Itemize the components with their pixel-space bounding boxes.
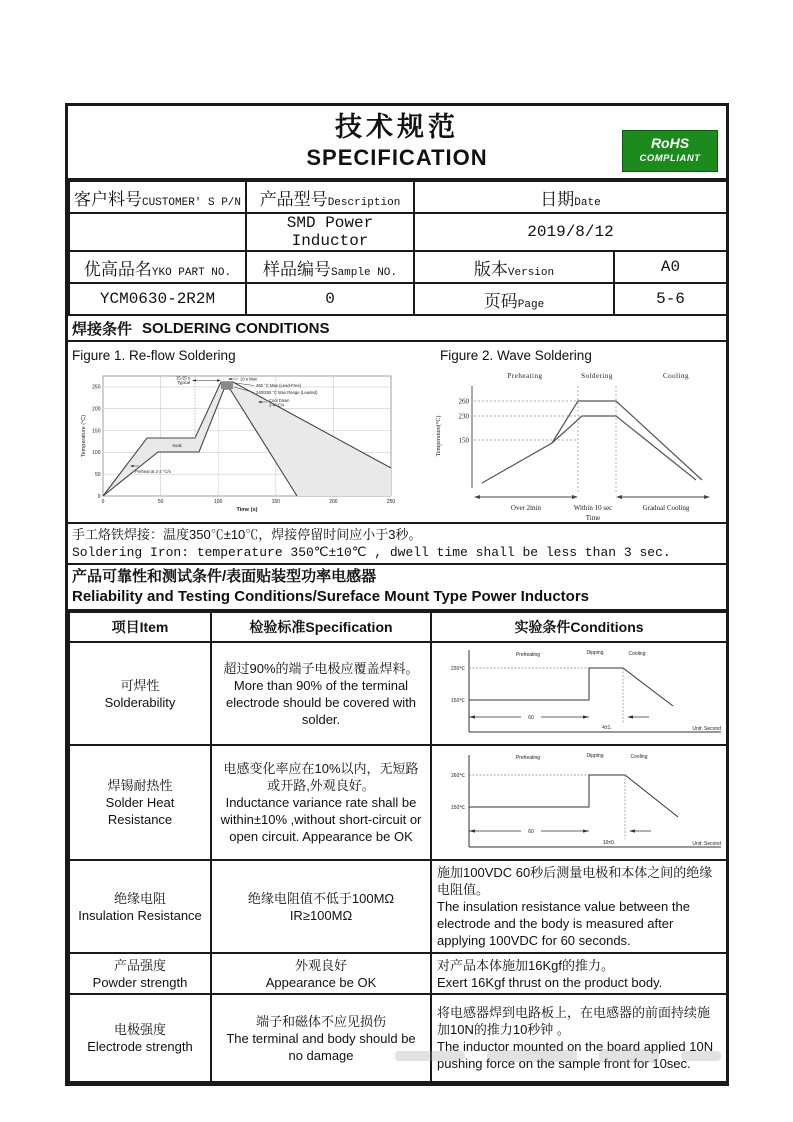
reliability-table (68, 611, 728, 1083)
cond2-dip-time: 10±0. (602, 840, 616, 846)
table-row-powder-strength (69, 953, 727, 994)
cond1-preheat-time: 60 (528, 715, 534, 721)
soldering-heading-en: SOLDERING CONDITIONS (142, 319, 330, 337)
table-row (69, 283, 727, 315)
cond2-temp-low: 150℃ (451, 805, 465, 811)
spec-cell: 端子和磁体不应见损伤 The terminal and body should be no damage (211, 994, 431, 1082)
date-label: 日期Date (414, 181, 727, 213)
spec-cell: 外观良好 Appearance be OK (211, 953, 431, 994)
sample-no-value: 0 (246, 283, 414, 315)
title-row (68, 106, 726, 180)
spec-sheet (65, 103, 729, 1086)
cond2-temp-high: 260℃ (451, 773, 465, 779)
fig2-ytick-150: 150 (458, 436, 469, 445)
reliability-heading (68, 565, 726, 611)
customer-pn-value (69, 213, 246, 251)
version-label: 版本Version (414, 251, 614, 283)
soldering-iron-note-en: Soldering Iron: temperature 350℃±10℃ , dwell time shall be less than 3 sec. (68, 544, 726, 565)
fig1-xtick: 200 (329, 499, 338, 505)
soldering-figures (68, 342, 726, 524)
fig1-ann-10s-max: 10 s Max (240, 376, 257, 382)
cond2-phase-cooling: Cooling (630, 754, 648, 760)
fig1-ytick: 50 (94, 472, 101, 478)
fig1-ann-typical: 15-25 s (176, 375, 190, 381)
fig1-ann-soak: Soak (172, 443, 182, 448)
yko-part-label: 优高品名YKO PART NO. (69, 251, 246, 283)
fig1-ann-leaded: 240/250 °C Max Range (Leaded) (256, 390, 318, 396)
fig2-xlabel: Time (585, 514, 601, 521)
conditions-cell: 对产品本体施加16Kgf的推力。 Exert 16Kgf thrust on the product body. (431, 953, 727, 994)
item-cell: 可焊性 Solderability (69, 642, 211, 745)
item-cell: 焊锡耐热性 Solder Heat Resistance (69, 745, 211, 860)
cond1-phase-preheating: Preheating (515, 652, 541, 658)
customer-pn-label: 客户料号CUSTOMER' S P/N (69, 181, 246, 213)
date-value: 2019/8/12 (414, 213, 727, 251)
spec-cell: 电感变化率应在10%以内，无短路或开路,外观良好。 Inductance variance rate shall be within±10% ,without short-circuit or open circuit. Appearance be OK (211, 745, 431, 860)
sample-no-label: 样品编号Sample NO. (246, 251, 414, 283)
fig2-ytick-260: 260 (458, 397, 469, 406)
cond2-phase-preheating: Preheating (515, 755, 541, 761)
conditions-cell: 施加100VDC 60秒后测量电极和本体之间的绝缘电阻值。 The insulation resistance value between the electrode and the body is measured after applying 100VDC for 60 seconds. (431, 860, 727, 953)
fig1-xlabel: Time (s) (236, 507, 258, 513)
cond1-temp-high: 230℃ (451, 666, 465, 672)
title-chinese: 技术规范 (335, 112, 459, 142)
fig1-ann-cooldown: Cool Down (269, 397, 290, 403)
table-row (69, 213, 727, 251)
part-info-table (68, 180, 728, 316)
fig1-ann-preheat: Preheat at 2-3 °C/s (135, 469, 171, 474)
rohs-badge-line1: RoHS (650, 135, 690, 151)
cond1-temp-low: 150℃ (451, 698, 465, 704)
spec-cell: 绝缘电阻值不低于100MΩ IR≥100MΩ (211, 860, 431, 953)
item-cell: 电极强度 Electrode strength (69, 994, 211, 1082)
fig2-seg-within10sec: Within 10 sec (573, 504, 613, 512)
item-cell: 绝缘电阻 Insulation Resistance (69, 860, 211, 953)
conditions-cell: 将电感器焊到电路板上，在电感器的前面持续施加10N的推力10秒钟 。 The inductor mounted on the board applied 10N pushing force on the sample front for 10sec. (431, 994, 727, 1082)
fig1-ann-leadfree: 260 °C Max (Lead-Free) (256, 383, 302, 388)
page-label: 页码Page (414, 283, 614, 315)
fig2-phase-cooling: Cooling (662, 372, 690, 380)
reliability-heading-cn: 产品可靠性和测试条件/表面贴装型功率电感器 (72, 568, 377, 585)
cond1-phase-dipping: Dipping (586, 650, 604, 656)
table-row (69, 251, 727, 283)
conditions-cell (431, 745, 727, 860)
soldering-heading-cn: 焊接条件 (72, 320, 133, 338)
fig2-ylabel: Temperature(°C) (436, 415, 442, 457)
watermark (395, 1046, 745, 1066)
fig1-xtick: 250 (386, 499, 396, 505)
soldering-iron-note-cn: 手工烙铁焊接：温度350℃±10℃，焊接停留时间应小于3秒。 (72, 527, 422, 542)
reliability-heading-en: Reliability and Testing Conditions/Sureface Mount Type Power Inductors (72, 588, 589, 605)
fig1-xtick: 150 (271, 499, 280, 505)
fig1-xtick: 0 (101, 499, 105, 505)
wave-soldering-chart (430, 364, 725, 521)
cond1-phase-cooling: Cooling (628, 651, 646, 657)
col-header-conditions: 实验条件Conditions (431, 612, 727, 642)
solder-heat-dip-chart (433, 747, 725, 853)
reflow-soldering-chart (78, 368, 398, 520)
fig1-ylabel: Temperature (°C) (81, 414, 87, 458)
fig2-ytick-230: 230 (458, 412, 469, 421)
rohs-badge (622, 130, 718, 172)
cond1-dip-time: 4±1. (602, 725, 612, 731)
spec-cell: 超过90%的端子电极应覆盖焊料。 More than 90% of the terminal electrode should be covered with solder. (211, 642, 431, 745)
figure2-title: Figure 2. Wave Soldering (440, 348, 592, 363)
page-value: 5-6 (614, 283, 727, 315)
table-row (69, 181, 727, 213)
table-header-row (69, 612, 727, 642)
fig2-phase-soldering: Soldering (581, 372, 613, 380)
fig1-xtick: 100 (214, 499, 223, 505)
fig1-ytick: 0 (97, 493, 101, 500)
cond2-preheat-time: 60 (528, 829, 534, 835)
fig1-xtick: 50 (157, 499, 164, 505)
title-english: SPECIFICATION (306, 145, 488, 170)
version-value: A0 (614, 251, 727, 283)
fig1-ytick: 100 (92, 450, 101, 457)
fig1-ann-typical2: Typical (176, 380, 190, 386)
table-row-solderability (69, 642, 727, 745)
cond2-unit: Unit: Second (692, 841, 721, 847)
table-row-insulation (69, 860, 727, 953)
fig1-ytick: 200 (92, 406, 101, 413)
figure1-title: Figure 1. Re-flow Soldering (72, 348, 236, 363)
fig1-ytick: 150 (92, 428, 101, 435)
fig2-phase-preheating: Preheating (507, 372, 543, 380)
solderability-dip-chart (433, 644, 725, 738)
rohs-badge-line2: COMPLIANT (639, 153, 701, 164)
fig1-ytick: 250 (92, 384, 101, 391)
table-row-solder-heat (69, 745, 727, 860)
col-header-specification: 检验标准Specification (211, 612, 431, 642)
col-header-item: 项目Item (69, 612, 211, 642)
yko-part-value: YCM0630-2R2M (69, 283, 246, 315)
cond2-phase-dipping: Dipping (586, 753, 604, 759)
description-value: SMD Power Inductor (246, 213, 414, 251)
table-row-electrode-strength (69, 994, 727, 1082)
fig2-seg-gradualcooling: Gradual Cooling (642, 504, 690, 512)
cond1-unit: Unit: Second (692, 726, 721, 732)
fig2-seg-over2min: Over 2min (510, 504, 542, 512)
description-label: 产品型号Description (246, 181, 414, 213)
item-cell: 产品强度 Powder strength (69, 953, 211, 994)
conditions-cell (431, 642, 727, 745)
soldering-conditions-heading (68, 316, 726, 342)
fig1-ann-cooldown2: 2-4 °C/s (269, 402, 285, 408)
